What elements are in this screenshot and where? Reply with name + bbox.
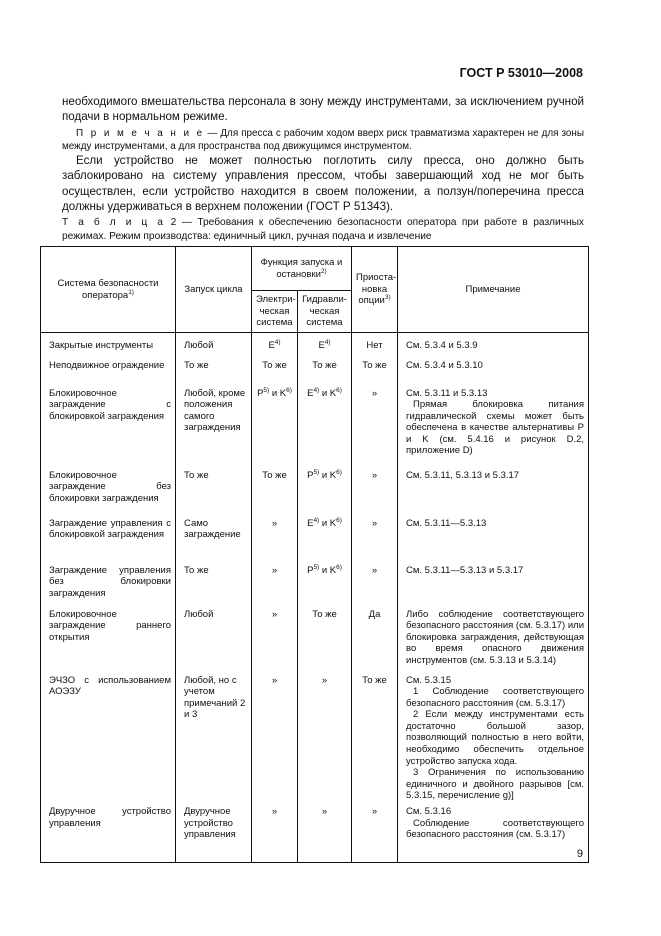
cell-system: Двуручное устройство управления	[41, 802, 176, 862]
document-header: ГОСТ Р 53010—2008	[459, 66, 583, 80]
cell-start: Любой, кроме положения самого заграждения	[176, 385, 252, 461]
table-row	[41, 385, 589, 461]
table-row	[41, 333, 589, 355]
header-start-stop-function: Функция запуска и остановки$^{2)}$	[252, 247, 352, 291]
cell-note: См. 5.3.11, 5.3.13 и 5.3.17	[398, 461, 589, 509]
cell-system: Закрытые инструменты	[41, 333, 176, 355]
paragraph-device-text: Если устройство не может полностью поглотить силу пресса, оно должно быть заблокировано на систему управления прессом, чтобы завершающий ход не мог быть осуществлен, если устройство находится в своем положении, а ползун/поперечина пресса должны удерживаться в верхнем положении (ГОСТ Р 51343).	[62, 154, 584, 214]
cell-note: См. 5.3.11—5.3.13	[398, 509, 589, 556]
cell-suspension: »	[352, 385, 398, 461]
cell-hydraulic: То же	[298, 355, 352, 385]
cell-electric: »	[252, 802, 298, 862]
table-row	[41, 556, 589, 603]
safety-requirements-table	[40, 246, 589, 863]
cell-suspension: »	[352, 802, 398, 862]
header-hydraulic-system: Гидравли-ческая система	[298, 291, 352, 333]
header-suspension-option: Приоста-новка опции$^{3)}$	[352, 247, 398, 333]
table-row	[41, 355, 589, 385]
header-electric-system: Электри-ческая система	[252, 291, 298, 333]
header-safety-system: Система безопасности оператора$^{1)}$	[41, 247, 176, 333]
paragraph-device	[62, 153, 584, 215]
cell-system: Блокировочное заграждение без блокировки заграждения	[41, 461, 176, 509]
cell-system: Заграждение управления без блокировки заграждения	[41, 556, 176, 603]
cell-note: См. 5.3.4 и 5.3.10	[398, 355, 589, 385]
cell-hydraulic: $P^{5)}$ и $K^{6)}$	[298, 461, 352, 509]
cell-suspension: »	[352, 461, 398, 509]
cell-system: Неподвижное ограждение	[41, 355, 176, 385]
cell-electric: »	[252, 556, 298, 603]
table-row	[41, 603, 589, 669]
cell-suspension: То же	[352, 355, 398, 385]
cell-hydraulic: То же	[298, 603, 352, 669]
table-row	[41, 509, 589, 556]
cell-note: См. 5.3.4 и 5.3.9	[398, 333, 589, 355]
cell-system: Заграждение управления с блокировкой заграждения	[41, 509, 176, 556]
cell-note: См. 5.3.11 и 5.3.13 Прямая блокировка питания гидравлической схемы может быть обеспечена в качестве альтернативы P и K (см. 5.4.16 и рисунок D.2, приложение D)	[398, 385, 589, 461]
cell-suspension: »	[352, 509, 398, 556]
header-cycle-start: Запуск цикла	[176, 247, 252, 333]
table-row	[41, 802, 589, 862]
cell-hydraulic: »	[298, 669, 352, 803]
cell-start: То же	[176, 355, 252, 385]
table-row	[41, 461, 589, 509]
cell-hydraulic: $E^{4)}$	[298, 333, 352, 355]
page-number: 9	[576, 848, 583, 860]
cell-note: См. 5.3.11—5.3.13 и 5.3.17	[398, 556, 589, 603]
cell-electric: »	[252, 669, 298, 803]
table-row	[41, 669, 589, 803]
cell-electric: »	[252, 509, 298, 556]
cell-note: Либо соблюдение соответствующего безопасного расстояния (см. 5.3.17) или блокировка заграждения, действующая во время опасного движения инструментов (см. 5.3.13 и 5.3.14)	[398, 603, 589, 669]
note-paragraph	[62, 127, 584, 154]
header-note: Примечание	[398, 247, 589, 333]
cell-electric: $P^{5)}$ и $K^{6)}$	[252, 385, 298, 461]
cell-electric: »	[252, 603, 298, 669]
cell-start: Любой, но с учетом примечаний 2 и 3	[176, 669, 252, 803]
cell-hydraulic: »	[298, 802, 352, 862]
table-caption	[62, 216, 584, 244]
table-caption-label: Т а б л и ц а	[62, 217, 166, 228]
cell-suspension: Да	[352, 603, 398, 669]
cell-electric: То же	[252, 461, 298, 509]
cell-electric: То же	[252, 355, 298, 385]
cell-system: Блокировочное заграждение раннего открытия	[41, 603, 176, 669]
cell-start: Само заграждение	[176, 509, 252, 556]
cell-start: То же	[176, 461, 252, 509]
note-text: — Для пресса с рабочим ходом вверх риск травматизма характерен не для зоны между инструментами, а для пространства под движущимся инструментом.	[62, 128, 584, 153]
cell-hydraulic: $E^{4)}$ и $K^{6)}$	[298, 509, 352, 556]
cell-hydraulic: $P^{5)}$ и $K^{6)}$	[298, 556, 352, 603]
cell-hydraulic: $E^{4)}$ и $K^{6)}$	[298, 385, 352, 461]
cell-start: Любой	[176, 333, 252, 355]
cell-suspension: Нет	[352, 333, 398, 355]
note-label: П р и м е ч а н и е	[76, 128, 205, 139]
cell-suspension: То же	[352, 669, 398, 803]
cell-start: То же	[176, 556, 252, 603]
cell-start: Двуручное устройство управления	[176, 802, 252, 862]
cell-note: См. 5.3.16 Соблюдение соответствующего безопасного расстояния (см. 5.3.17)	[398, 802, 589, 862]
cell-system: Блокировочное заграждение с блокировкой заграждения	[41, 385, 176, 461]
cell-suspension: »	[352, 556, 398, 603]
paragraph-continued: необходимого вмешательства персонала в зону между инструментами, за исключением ручной подачи в нормальном режиме.	[62, 95, 584, 124]
cell-start: Любой	[176, 603, 252, 669]
cell-system: ЭЧЗО с использованием АОЭЗУ	[41, 669, 176, 803]
table-caption-text: 2 — Требования к обеспечению безопасности оператора при работе в различных режимах. Режим производства: единичный цикл, ручная подача и извлечение	[62, 217, 584, 242]
cell-electric: $E^{4)}$	[252, 333, 298, 355]
cell-note: См. 5.3.15 1 Соблюдение соответствующего безопасного расстояния (см. 5.3.17) 2 Если между инструментами есть достаточно большой зазор, позволяющий полностью в него войти, необходимо обеспечить отдельное устройство запуска хода. 3 Ограничения по использованию единичного и двойного разрывов [см. 5.3.15, перечисление g)]	[398, 669, 589, 803]
